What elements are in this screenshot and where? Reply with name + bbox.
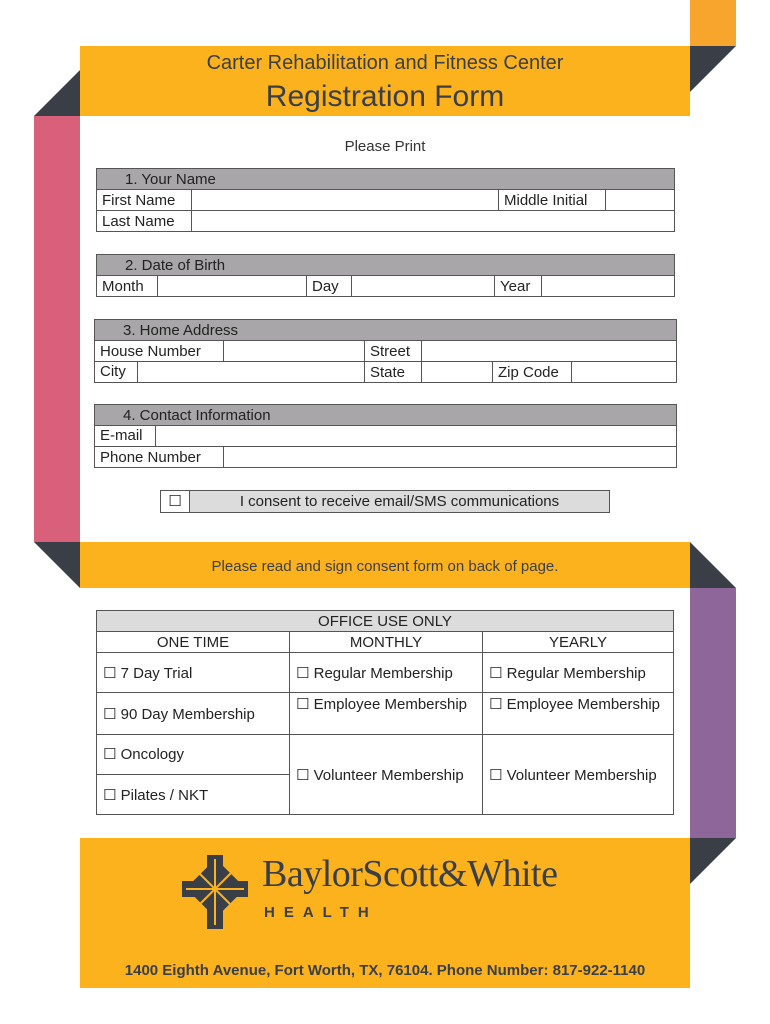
column-one-time: ONE TIME — [97, 632, 290, 653]
state-field[interactable] — [422, 362, 493, 383]
day-label: Day — [307, 276, 352, 297]
phone-field[interactable] — [224, 447, 677, 468]
consent-row — [160, 490, 610, 513]
phone-label: Phone Number — [95, 447, 224, 468]
street-field[interactable] — [422, 341, 677, 362]
city-field[interactable] — [138, 362, 364, 382]
option-monthly-regular[interactable]: ☐ Regular Membership — [290, 653, 483, 693]
column-yearly: YEARLY — [483, 632, 674, 653]
house-number-field[interactable] — [224, 341, 365, 362]
last-name-label: Last Name — [97, 211, 192, 232]
footer-address: 1400 Eighth Avenue, Fort Worth, TX, 76104. Phone Number: 817-922-1140 — [124, 962, 646, 979]
office-use-table — [96, 610, 674, 815]
zip-field[interactable] — [572, 362, 677, 383]
zip-label: Zip Code — [493, 362, 572, 383]
contact-section — [94, 404, 677, 468]
day-field[interactable] — [352, 276, 495, 297]
right-purple-ribbon — [690, 588, 736, 838]
email-row — [95, 426, 677, 447]
mid-left-fold — [34, 542, 80, 588]
page-title: Registration Form — [265, 80, 505, 113]
mid-right-fold — [690, 542, 736, 588]
middle-initial-field[interactable] — [606, 190, 675, 211]
office-use-title: OFFICE USE ONLY — [97, 611, 674, 632]
city-row — [95, 362, 365, 383]
last-name-field[interactable] — [192, 211, 675, 232]
organization-name: Carter Rehabilitation and Fitness Center — [206, 52, 564, 74]
sign-consent-note: Please read and sign consent form on back of page. — [211, 558, 559, 575]
left-pink-ribbon — [34, 116, 80, 542]
option-yearly-volunteer[interactable]: ☐ Volunteer Membership — [483, 735, 674, 815]
brand-name: BaylorScott&White — [262, 853, 558, 895]
option-90-day-membership[interactable]: ☐ 90 Day Membership — [97, 693, 290, 735]
email-label: E-mail — [95, 426, 156, 446]
option-7-day-trial[interactable]: ☐ 7 Day Trial — [97, 653, 290, 693]
email-field[interactable] — [156, 426, 676, 446]
first-name-field[interactable] — [192, 190, 499, 211]
top-right-orange-tab — [690, 0, 736, 46]
top-left-fold — [34, 70, 80, 116]
bottom-right-fold — [690, 838, 736, 884]
consent-checkbox[interactable]: ☐ — [161, 491, 190, 512]
city-label: City — [95, 362, 138, 382]
middle-initial-label: Middle Initial — [499, 190, 606, 211]
contact-heading: 4. Contact Information — [95, 405, 677, 426]
street-label: Street — [365, 341, 422, 362]
option-yearly-regular[interactable]: ☐ Regular Membership — [483, 653, 674, 693]
option-pilates-nkt[interactable]: ☐ Pilates / NKT — [97, 775, 290, 815]
month-label: Month — [97, 276, 158, 297]
column-monthly: MONTHLY — [290, 632, 483, 653]
consent-label: I consent to receive email/SMS communications — [190, 491, 609, 512]
state-label: State — [365, 362, 422, 383]
option-monthly-volunteer[interactable]: ☐ Volunteer Membership — [290, 735, 483, 815]
year-field[interactable] — [542, 276, 675, 297]
brand-subtitle: HEALTH — [264, 904, 378, 921]
option-yearly-employee[interactable]: ☐ Employee Membership — [483, 693, 674, 735]
baylor-cross-logo-icon — [182, 855, 248, 929]
print-instruction: Please Print — [344, 138, 426, 155]
name-section — [96, 168, 675, 232]
year-label: Year — [495, 276, 542, 297]
address-section — [94, 319, 677, 383]
option-monthly-employee[interactable]: ☐ Employee Membership — [290, 693, 483, 735]
dob-section — [96, 254, 675, 297]
address-heading: 3. Home Address — [95, 320, 677, 341]
dob-heading: 2. Date of Birth — [97, 255, 675, 276]
name-heading: 1. Your Name — [97, 169, 675, 190]
month-field[interactable] — [158, 276, 307, 297]
first-name-label: First Name — [97, 190, 192, 211]
house-number-label: House Number — [95, 341, 224, 362]
option-oncology[interactable]: ☐ Oncology — [97, 735, 290, 775]
top-right-fold — [690, 46, 736, 92]
